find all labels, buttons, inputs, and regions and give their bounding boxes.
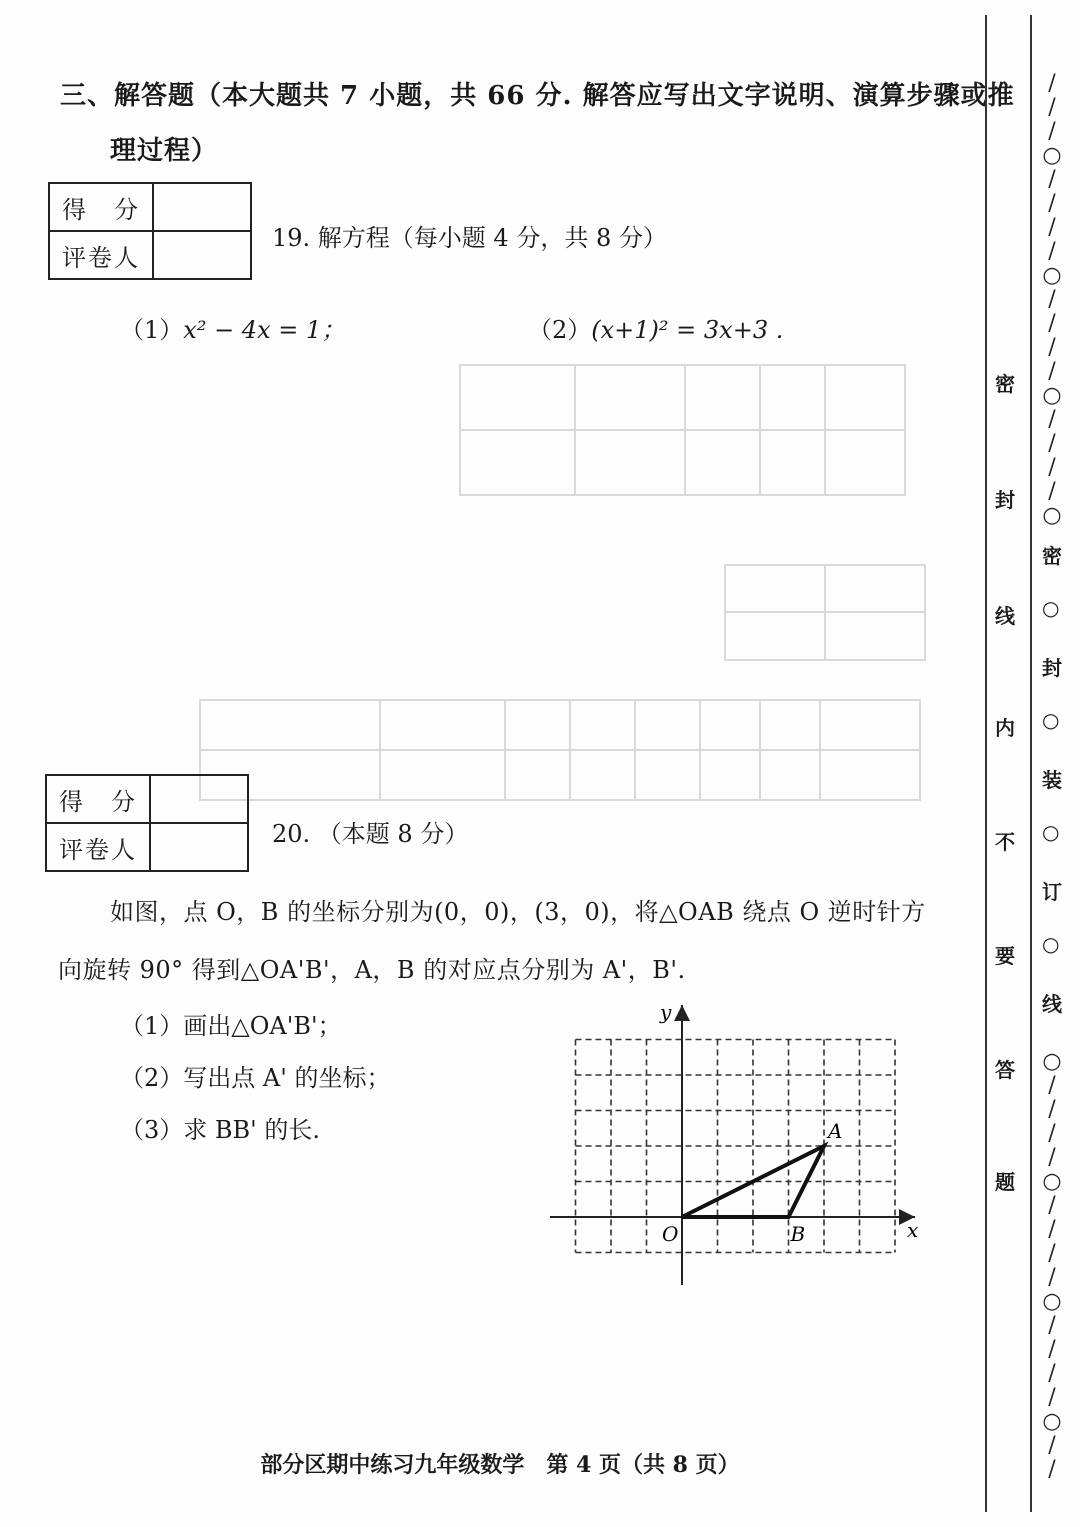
q19-part1-equation: x² − 4x = 1； [183,316,346,344]
section-title: 三、解答题（本大题共 7 小题，共 66 分. 解答应写出文字说明、演算步骤或推 [60,81,1015,111]
margin-char: 密 [995,372,1015,396]
margin-char: 要 [995,944,1015,968]
q19-part2-equation: (x+1)² = 3x+3 . [591,316,784,344]
seal-char: 封 [1042,656,1062,680]
triangle-OAB [682,1146,824,1217]
q19-part2-label: （2） [528,316,592,344]
grader-cell[interactable] [153,231,251,279]
x-axis-label: x [907,1218,919,1242]
section-title-continued: 理过程） [110,136,219,166]
q19-heading: 19. 解方程（每小题 4 分，共 8 分） [272,224,667,252]
score-cell[interactable] [153,183,251,231]
seal-char: ○ [1042,596,1060,620]
coordinate-grid-figure [545,995,925,1290]
grader-label: 评卷人 [49,231,153,279]
q19-part2 [528,310,783,345]
margin-char: 不 [995,830,1015,854]
q20-task1: （1）画出△OA'B'； [120,1012,342,1040]
q19-part1-label: （1） [120,316,184,344]
seal-char: ○ [1042,820,1060,844]
seal-line-dashes-bottom: ○ / / / / ○ / / / / ○ / / / / ○ / / [1042,1049,1062,1482]
score-box-q19 [48,182,252,280]
q20-task2: （2）写出点 A' 的坐标； [120,1064,391,1092]
q20-description-line2: 向旋转 90° 得到△OA'B'，A，B 的对应点分别为 A'，B'. [58,956,686,984]
seal-char: 线 [1042,992,1062,1016]
y-axis-label: y [660,1000,672,1024]
q20-description-line1: 如图，点 O，B 的坐标分别为(0，0)，(3，0)，将△OAB 绕点 O 逆时针方 [110,898,926,926]
margin-char: 内 [995,716,1015,740]
margin-char: 答 [995,1058,1015,1082]
margin-char: 线 [995,604,1015,628]
grader-label: 评卷人 [46,823,150,871]
score-cell[interactable] [150,775,248,823]
seal-char: 密 [1042,544,1062,568]
score-label: 得 分 [46,775,150,823]
q20-heading: 20. （本题 8 分） [272,820,469,848]
seal-char: ○ [1042,932,1060,956]
margin-char: 封 [995,488,1015,512]
seal-char: 装 [1042,768,1062,792]
dashed-grid [576,1040,896,1253]
page-footer: 部分区期中练习九年级数学 第 4 页（共 8 页） [260,1452,740,1478]
seal-char: ○ [1042,708,1060,732]
binding-margin-rule-inner [985,15,987,1512]
seal-line-dashes-top: / / / ○ / / / / ○ / / / / ○ / / / / ○ [1042,71,1062,528]
score-label: 得 分 [49,183,153,231]
margin-char: 题 [995,1170,1015,1194]
grader-cell[interactable] [150,823,248,871]
bleed-through-tables [180,360,940,810]
point-B-label: B [790,1222,806,1246]
q20-task3: （3）求 BB' 的长. [120,1116,321,1144]
score-box-q20 [45,774,249,872]
seal-char: 订 [1042,880,1062,904]
binding-margin-rule-outer [1030,15,1032,1512]
point-A-label: A [828,1119,843,1143]
point-O-label: O [662,1222,679,1246]
q19-part1 [120,310,345,345]
